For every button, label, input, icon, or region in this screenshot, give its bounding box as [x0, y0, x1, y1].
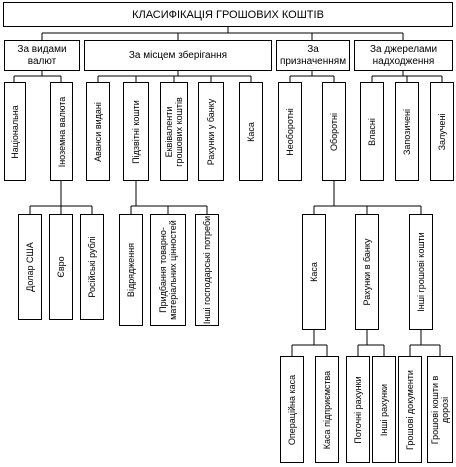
category-currency: За видами валют: [4, 40, 80, 71]
category-sources: За джерелами надходження: [354, 40, 453, 71]
other-funds-in-transit: Грошові кошти в дорозі: [427, 356, 453, 463]
storage-cash-desk: Каса: [239, 82, 263, 181]
sources-own: Власні: [360, 82, 384, 181]
currency-national: Національна: [4, 82, 26, 181]
cash-operational: Операційна каса: [280, 356, 304, 463]
storage-cash-equivalents: Еквіваленти грошових коштів: [160, 82, 188, 181]
working-cash-desk: Каса: [302, 214, 326, 330]
working-other-funds: Інші грошові кошти: [409, 214, 433, 330]
accountable-other-needs: Інші господарські потреби: [195, 214, 219, 326]
category-purpose: За призначенням: [276, 40, 350, 71]
category-storage: За місцем зберігання: [84, 40, 272, 71]
bank-current-accounts: Поточні рахунки: [346, 356, 370, 463]
sources-attracted: Залучені: [430, 82, 454, 181]
currency-foreign: Іноземна валюта: [50, 82, 73, 181]
purpose-current: Оборотні: [322, 82, 346, 181]
storage-advances: Аванси видані: [86, 82, 110, 181]
currency-euro: Євро: [49, 214, 73, 320]
purpose-non-current: Необоротні: [278, 82, 302, 181]
sources-borrowed: Запозичені: [395, 82, 419, 181]
currency-usd: Долар США: [18, 214, 42, 320]
storage-accountable-funds: Підзвітні кошти: [123, 82, 149, 181]
working-bank-accounts: Рахунки в банку: [355, 214, 379, 330]
bank-other-accounts: Інші рахунки: [372, 356, 396, 463]
storage-bank-accounts: Рахунки у банку: [198, 82, 224, 181]
diagram-title: КЛАСИФІКАЦІЯ ГРОШОВИХ КОШТІВ: [3, 2, 453, 27]
accountable-business-trip: Відрядження: [119, 214, 143, 326]
accountable-inventory-purchase: Придбання товарно-матеріальних цінностей: [150, 214, 186, 326]
other-money-documents: Грошові документи: [398, 356, 422, 463]
currency-rub: Російські рублі: [80, 214, 104, 320]
cash-enterprise: Каса підприємства: [315, 356, 339, 463]
